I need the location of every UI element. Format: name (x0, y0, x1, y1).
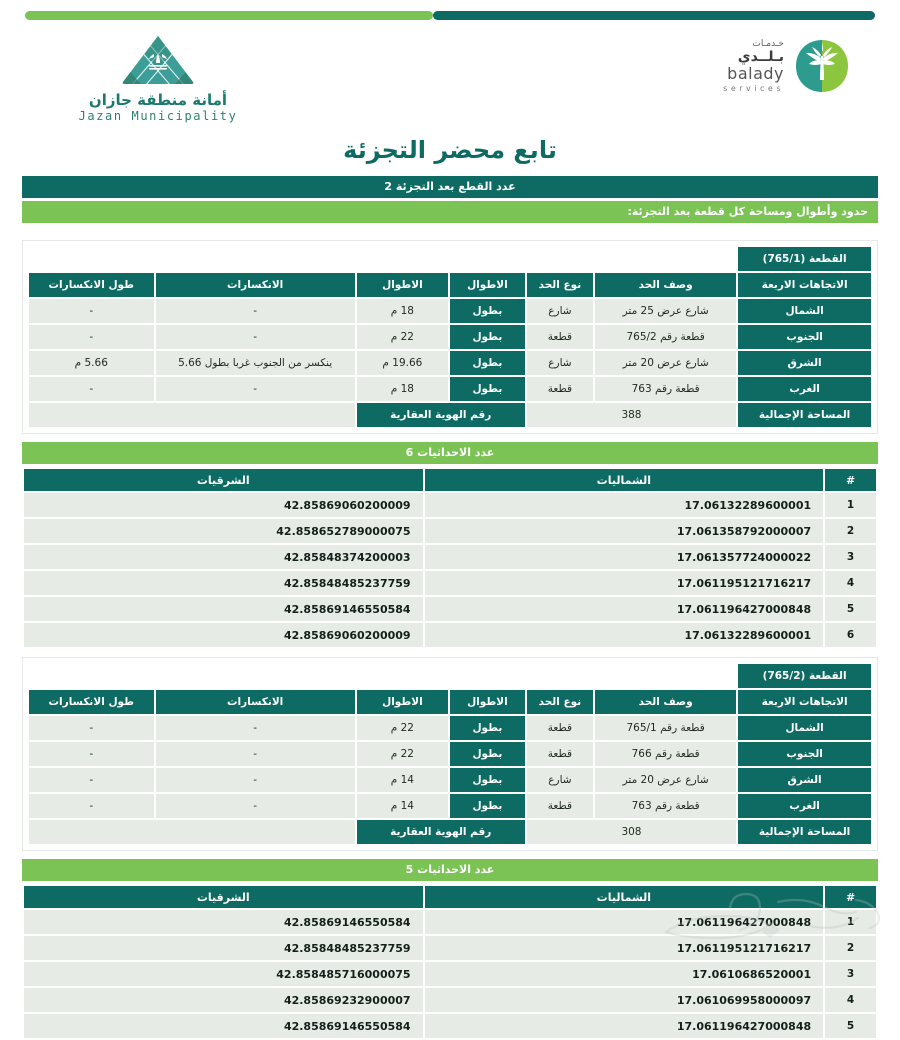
coord-index: 3 (825, 545, 876, 569)
break-length-cell: - (29, 768, 154, 792)
table-row (29, 768, 871, 792)
col-eastings: الشرقيات (24, 886, 423, 908)
document-content (22, 176, 878, 1040)
top-accent-bar-teal (433, 11, 875, 20)
col-directions: الاتجاهات الاربعة (738, 690, 871, 714)
break-length-cell: - (29, 794, 154, 818)
coord-easting: 42.85869146550584 (24, 597, 423, 621)
border-type-cell: قطعة (527, 794, 593, 818)
coord-northing: 17.061196427000848 (425, 910, 824, 934)
breaks-cell: - (156, 325, 355, 349)
parcel-2-coordinates-table (22, 884, 878, 1040)
property-id-value (29, 820, 355, 844)
length-cell: 22 م (357, 716, 448, 740)
col-lengths: الاطوال (357, 273, 448, 297)
break-length-cell: - (29, 742, 154, 766)
break-length-cell: - (29, 377, 154, 401)
total-area-value: 308 (527, 820, 736, 844)
direction-cell: الجنوب (738, 742, 871, 766)
col-border-type: نوع الحد (527, 273, 593, 297)
jazan-emblem-icon (121, 34, 195, 86)
coord-northing: 17.0610686520001 (425, 962, 824, 986)
parcel-title-row (29, 664, 871, 688)
border-type-cell: شارع (527, 299, 593, 323)
coord-northing: 17.06132289600001 (425, 493, 824, 517)
coord-index: 3 (825, 962, 876, 986)
border-type-cell: شارع (527, 351, 593, 375)
coord-easting: 42.85848485237759 (24, 571, 423, 595)
coord-index: 1 (825, 493, 876, 517)
coord-index: 1 (825, 910, 876, 934)
parcel-summary-row (29, 403, 871, 427)
coord-northing: 17.061358792000007 (425, 519, 824, 543)
boundary-header-row (29, 690, 871, 714)
length-cell: 18 م (357, 299, 448, 323)
col-northings: الشماليات (425, 886, 824, 908)
breaks-cell: - (156, 716, 355, 740)
banner-coords-count-2: عدد الاحداثيات 5 (22, 859, 878, 881)
boundary-header-row (29, 273, 871, 297)
balady-label-balady-en: balady (727, 64, 784, 84)
breaks-cell: - (156, 742, 355, 766)
table-row (24, 545, 876, 569)
breaks-cell: - (156, 299, 355, 323)
border-desc-cell: قطعة رقم 765/2 (595, 325, 736, 349)
total-area-label: المساحة الإجمالية (738, 403, 871, 427)
table-row (29, 377, 871, 401)
banner-coords-count-1: عدد الاحداثيات 6 (22, 442, 878, 464)
property-id-value (29, 403, 355, 427)
table-row (29, 794, 871, 818)
border-type-cell: قطعة (527, 377, 593, 401)
table-row (24, 962, 876, 986)
parcel-summary-row (29, 820, 871, 844)
coord-easting: 42.85869232900007 (24, 988, 423, 1012)
top-accent-bar (25, 11, 875, 20)
table-row (24, 519, 876, 543)
coords-header-row (24, 886, 876, 908)
coord-easting: 42.85869060200009 (24, 623, 423, 647)
table-row (29, 351, 871, 375)
total-area-label: المساحة الإجمالية (738, 820, 871, 844)
border-type-cell: شارع (527, 768, 593, 792)
col-directions: الاتجاهات الاربعة (738, 273, 871, 297)
length-badge-cell: بطول (450, 768, 525, 792)
col-lengths: الاطوال (357, 690, 448, 714)
col-border-desc: وصف الحد (595, 690, 736, 714)
parcel-1-boundaries-table (22, 240, 878, 434)
parcel-title: القطعة (765/1) (738, 247, 871, 271)
coord-easting: 42.858652789000075 (24, 519, 423, 543)
coord-index: 5 (825, 1014, 876, 1038)
coord-northing: 17.061195121716217 (425, 936, 824, 960)
coord-easting: 42.85869060200009 (24, 493, 423, 517)
col-eastings: الشرقيات (24, 469, 423, 491)
coord-northing: 17.061196427000848 (425, 597, 824, 621)
border-desc-cell: قطعة رقم 766 (595, 742, 736, 766)
length-cell: 22 م (357, 325, 448, 349)
table-row (29, 299, 871, 323)
balady-label-balady-ar: بـلــدي (737, 49, 784, 66)
col-break-length: طول الانكسارات (29, 690, 154, 714)
table-row (29, 742, 871, 766)
col-northings: الشماليات (425, 469, 824, 491)
property-id-label: رقم الهوية العقارية (357, 403, 525, 427)
table-row (24, 1014, 876, 1038)
length-cell: 14 م (357, 794, 448, 818)
length-cell: 19.66 م (357, 351, 448, 375)
breaks-cell: - (156, 377, 355, 401)
coord-northing: 17.061357724000022 (425, 545, 824, 569)
break-length-cell: - (29, 325, 154, 349)
direction-cell: الشمال (738, 299, 871, 323)
direction-cell: الشرق (738, 351, 871, 375)
property-id-label: رقم الهوية العقارية (357, 820, 525, 844)
length-cell: 14 م (357, 768, 448, 792)
top-accent-bar-green (25, 11, 433, 20)
municipality-name-ar: أمانة منطقة جازان (88, 91, 228, 109)
coord-index: 6 (825, 623, 876, 647)
border-desc-cell: شارع عرض 25 متر (595, 299, 736, 323)
table-row (29, 325, 871, 349)
coord-index: 5 (825, 597, 876, 621)
length-badge-cell: بطول (450, 377, 525, 401)
coord-northing: 17.061069958000097 (425, 988, 824, 1012)
parcel-2-boundaries-table (22, 657, 878, 851)
break-length-cell: - (29, 716, 154, 740)
table-row (24, 571, 876, 595)
col-break-length: طول الانكسارات (29, 273, 154, 297)
col-breaks: الانكسارات (156, 690, 355, 714)
length-badge-cell: بطول (450, 351, 525, 375)
col-index: # (825, 469, 876, 491)
coord-index: 2 (825, 936, 876, 960)
balady-label-services-ar: خـدمـات (752, 38, 784, 49)
total-area-value: 388 (527, 403, 736, 427)
jazan-municipality-logo (58, 34, 258, 123)
coord-northing: 17.06132289600001 (425, 623, 824, 647)
direction-cell: الشرق (738, 768, 871, 792)
banner-parcel-count: عدد القطع بعد التجزئة 2 (22, 176, 878, 198)
coords-header-row (24, 469, 876, 491)
coord-easting: 42.85869146550584 (24, 910, 423, 934)
parcel-title-row (29, 247, 871, 271)
coord-easting: 42.858485716000075 (24, 962, 423, 986)
table-row (24, 623, 876, 647)
length-badge-cell: بطول (450, 325, 525, 349)
balady-label-services-en: services (723, 83, 784, 93)
page-title: تابع محضر التجزئة (343, 136, 557, 164)
border-desc-cell: قطعة رقم 763 (595, 377, 736, 401)
length-badge-cell: بطول (450, 716, 525, 740)
length-cell: 18 م (357, 377, 448, 401)
direction-cell: الغرب (738, 377, 871, 401)
col-breaks: الانكسارات (156, 273, 355, 297)
banner-section-note: حدود وأطوال ومساحة كل قطعة بعد التجزئة: (22, 201, 878, 223)
balady-palm-icon (794, 38, 850, 94)
balady-wordmark (723, 39, 784, 93)
municipality-name-en: Jazan Municipality (78, 109, 238, 123)
col-lengths-badge: الاطوال (450, 690, 525, 714)
parcel-1-coordinates-table (22, 467, 878, 649)
border-type-cell: قطعة (527, 716, 593, 740)
border-desc-cell: قطعة رقم 763 (595, 794, 736, 818)
document-header (0, 34, 900, 126)
breaks-cell: ينكسر من الجنوب غربا بطول 5.66 (156, 351, 355, 375)
balady-services-logo (723, 38, 850, 94)
coord-index: 4 (825, 571, 876, 595)
table-row (24, 597, 876, 621)
length-badge-cell: بطول (450, 299, 525, 323)
direction-cell: الغرب (738, 794, 871, 818)
parcel-title-spacer (29, 664, 736, 688)
coord-easting: 42.85848485237759 (24, 936, 423, 960)
col-index: # (825, 886, 876, 908)
breaks-cell: - (156, 794, 355, 818)
border-type-cell: قطعة (527, 325, 593, 349)
length-cell: 22 م (357, 742, 448, 766)
coord-easting: 42.85848374200003 (24, 545, 423, 569)
coord-index: 4 (825, 988, 876, 1012)
break-length-cell: - (29, 299, 154, 323)
breaks-cell: - (156, 768, 355, 792)
length-badge-cell: بطول (450, 742, 525, 766)
break-length-cell: 5.66 م (29, 351, 154, 375)
length-badge-cell: بطول (450, 794, 525, 818)
table-row (24, 988, 876, 1012)
coord-northing: 17.061195121716217 (425, 571, 824, 595)
coord-easting: 42.85869146550584 (24, 1014, 423, 1038)
table-row (29, 716, 871, 740)
col-lengths-badge: الاطوال (450, 273, 525, 297)
direction-cell: الشمال (738, 716, 871, 740)
border-desc-cell: قطعة رقم 765/1 (595, 716, 736, 740)
border-type-cell: قطعة (527, 742, 593, 766)
table-row (24, 936, 876, 960)
parcel-title-spacer (29, 247, 736, 271)
table-row (24, 910, 876, 934)
border-desc-cell: شارع عرض 20 متر (595, 768, 736, 792)
parcel-title: القطعة (765/2) (738, 664, 871, 688)
col-border-type: نوع الحد (527, 690, 593, 714)
direction-cell: الجنوب (738, 325, 871, 349)
coord-northing: 17.061196427000848 (425, 1014, 824, 1038)
border-desc-cell: شارع عرض 20 متر (595, 351, 736, 375)
col-border-desc: وصف الحد (595, 273, 736, 297)
coord-index: 2 (825, 519, 876, 543)
table-row (24, 493, 876, 517)
